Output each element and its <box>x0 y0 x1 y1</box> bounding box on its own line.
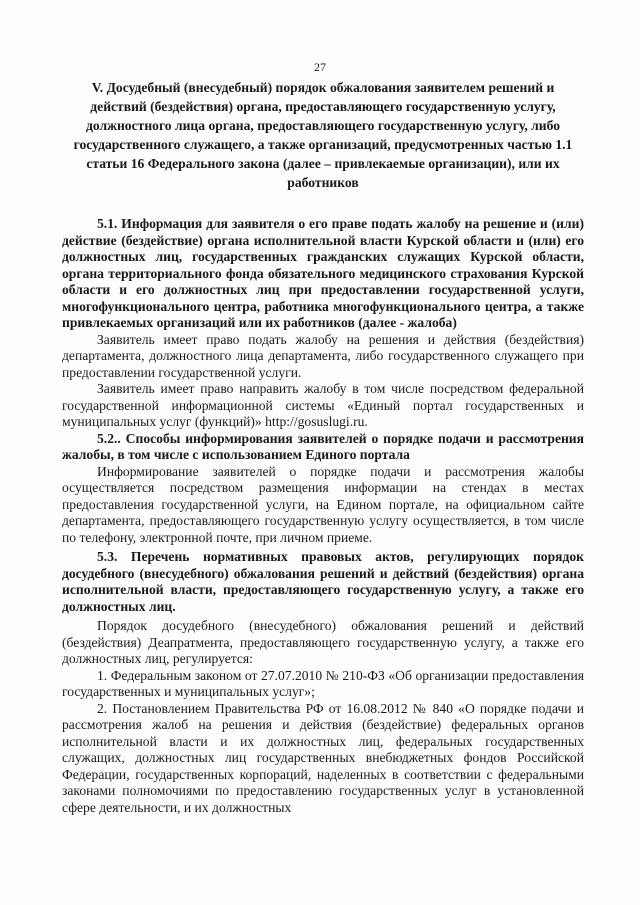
paragraph-5-2-heading: 5.2.. Способы информирования заявителей о порядке подачи и рассмотрения жалобы, в том числе с использованием Единого портала <box>62 430 584 462</box>
paragraph: Порядок досудебного (внесудебного) обжалования решений и действий (бездействия) Деапратмента, предоставляющего государственную услугу, а также его должностных лиц, регулируется: <box>62 618 584 666</box>
document-body <box>62 216 584 816</box>
paragraph: Заявитель имеет право направить жалобу в том числе посредством федеральной государственной информационной системы «Единый портал государственных и муниципальных услуг (функций)» http://gosuslugi.ru. <box>62 381 584 429</box>
page-number: 27 <box>314 60 326 74</box>
paragraph-5-3-heading: 5.3. Перечень нормативных правовых актов, регулирующих порядок досудебного (внесудебного) обжалования решений и действий (бездействия) органа исполнительной власти, предоставляющего государственную услугу, а также его должностных лиц. <box>62 549 584 614</box>
paragraph: Заявитель имеет право подать жалобу на решения и действия (бездействия) департамента, должностного лица департамента, либо государственного служащего при предоставлении государственной услуги. <box>62 331 584 380</box>
paragraph: Информирование заявителей о порядке подачи и рассмотрения жалобы осуществляется посредством размещения информации на стендах в местах предоставления государственной услуги, на Едином портале, на официальном сайте департамента, предоставляющего государственную услугу осуществляется, в том числе по телефону, электронной почте, при личном приеме. <box>62 463 584 545</box>
paragraph-5-1-heading: 5.1. Информация для заявителя о его праве подать жалобу на решение и (или) действие (бездействие) органа исполнительной власти Курской области и (или) его должностных лиц, государственных гражданских служащих Курской области, органа территориального фонда обязательного медицинского страхования Курской области и его должностных лиц при предоставлении государственной услуги, многофункционального центра, работника многофункционального центра, а также привлекаемых организаций или их работников (далее - жалоба) <box>62 216 584 330</box>
list-item: 2. Постановлением Правительства РФ от 16.08.2012 № 840 «О порядке подачи и рассмотрения жалоб на решения и действия (бездействие) федеральных органов исполнительной власти и их должностных лиц, федеральных государственных служащих, должностных лиц государственных внебюджетных фондов Российской Федерации, государственных корпораций, наделенных в соответствии с федеральными законами полномочиями по предоставлению государственных услуг в установленной сфере деятельности, и их должностных <box>62 700 584 815</box>
section-heading: V. Досудебный (внесудебный) порядок обжалования заявителем решений и действий (бездействия) органа, предоставляющего государственную услугу, должностного лица органа, предоставляющего государственную услугу, либо государственного служащего, а также организаций, предусмотренных частью 1.1 статьи 16 Федерального закона (далее – привлекаемые организации), или их работников <box>73 80 573 190</box>
list-item: 1. Федеральным законом от 27.07.2010 № 210-ФЗ «Об организации предоставления государственных и муниципальных услуг»; <box>62 667 584 699</box>
